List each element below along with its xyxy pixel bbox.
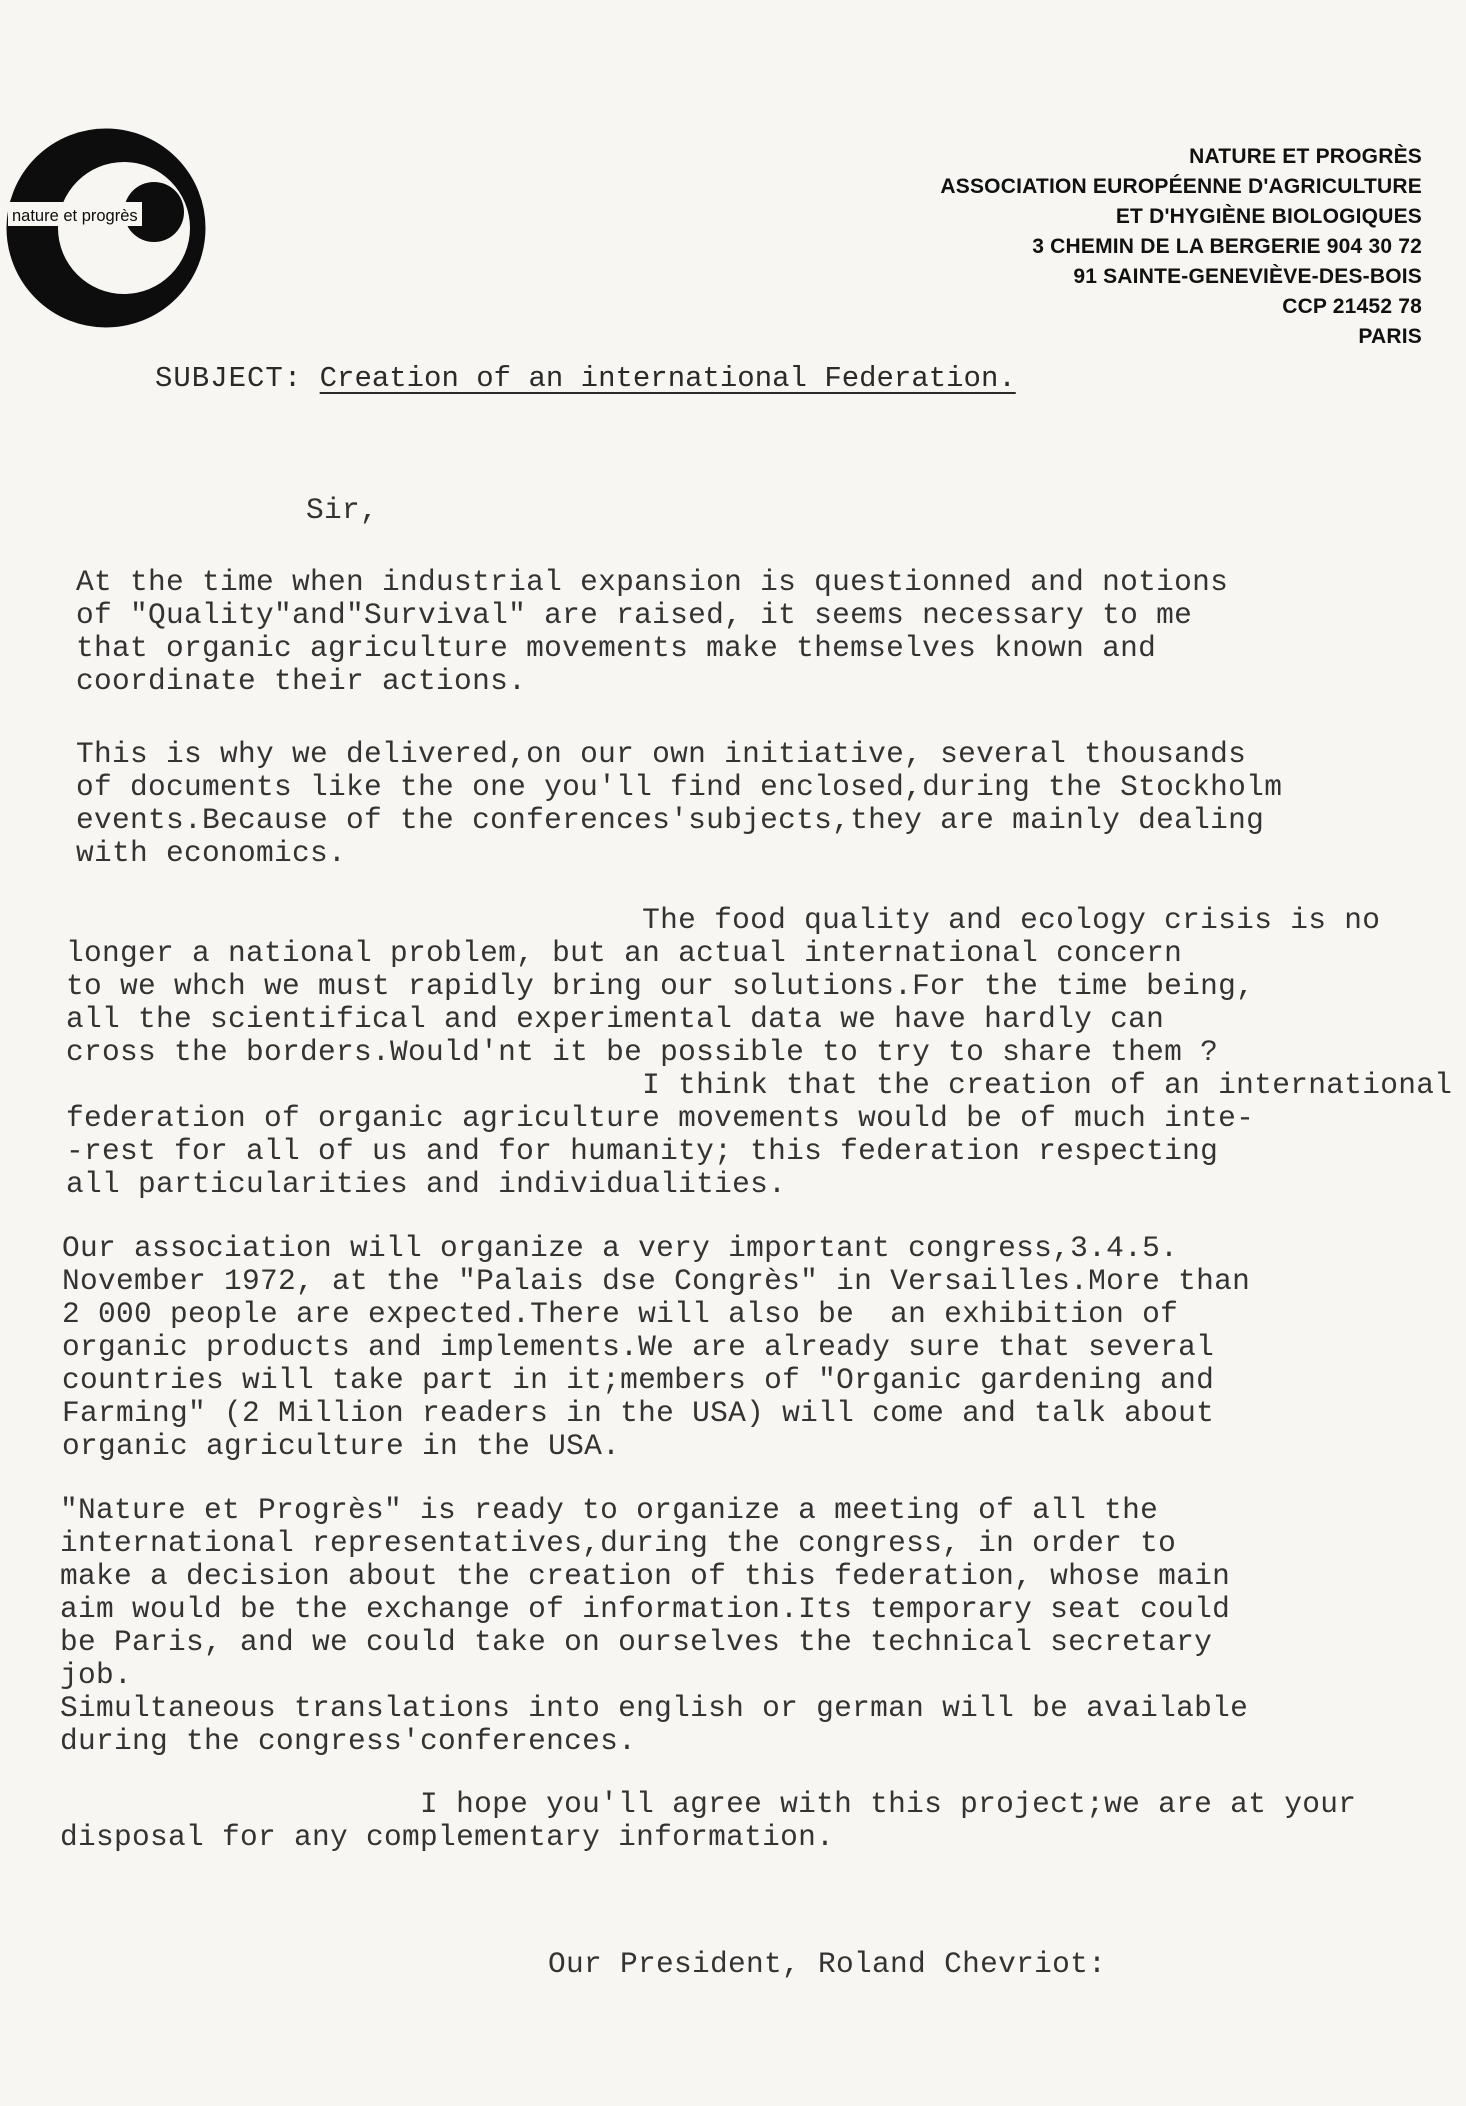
body-paragraph: "Nature et Progrès" is ready to organize a meeting of all the international representatives,during the congress, in order to make a decision about the creation of this federation, whose main aim would be the exchange of information.Its temporary seat could be Paris, and we could take on ourselves the technical secretary job. Simultaneous translations into english or german will be available during the congress'conferences. (60, 1493, 1249, 1758)
logo-mark-icon (6, 128, 206, 328)
letterhead-line: NATURE ET PROGRÈS (1189, 145, 1422, 168)
body-paragraph: This is why we delivered,on our own initiative, several thousands of documents like the one you'll find enclosed,during the Stockholm events.Because of the conferences'subjects,they are mainly dealing with economics. (76, 737, 1283, 870)
body-paragraph: Our association will organize a very important congress,3.4.5. November 1972, at the "Palais dse Congrès" in Versailles.More than 2 000 people are expected.There will also be an exhibition of organic products and implements.We are already sure that several countries will take part in it;members of "Organic gardening and Farming" (2 Million readers in the USA) will come and talk about organic agriculture in the USA. (62, 1231, 1251, 1463)
signature-line: Our President, Roland Chevriot: (548, 1947, 1107, 1981)
letterhead-line: ET D'HYGIÈNE BIOLOGIQUES (1115, 205, 1422, 228)
subject-label: SUBJECT: (155, 362, 303, 395)
letterhead-address (782, 142, 1422, 352)
body-paragraph: At the time when industrial expansion is questionned and notions of "Quality"and"Survival" are raised, it seems necessary to me that organic agriculture movements make themselves known and coordinate their actions. (76, 565, 1229, 698)
logo-wordmark: nature et progrès (12, 207, 138, 225)
letterhead-line: PARIS (1358, 325, 1422, 348)
letterhead-line: 3 CHEMIN DE LA BERGERIE 904 30 72 (1032, 235, 1422, 258)
body-paragraph: The food quality and ecology crisis is no longer a national problem, but an actual international concern to we whch we must rapidly bring our solutions.For the time being, all the scientifical and experimental data we have hardly can cross the borders.Would'nt it be possible to try to share them ? I think that the creation of an international federation of organic agriculture movements would be of much inte- -rest for all of us and for humanity; this federation respecting all particularities and individualities. (66, 903, 1453, 1201)
subject-line (155, 362, 1016, 395)
salutation: Sir, (306, 493, 379, 527)
subject-text: Creation of an international Federation. (319, 362, 1016, 395)
nature-et-progres-logo (6, 128, 206, 328)
letterhead-line: ASSOCIATION EUROPÉENNE D'AGRICULTURE (940, 175, 1422, 198)
letterhead-line: 91 SAINTE-GENEVIÈVE-DES-BOIS (1073, 265, 1422, 288)
body-paragraph: I hope you'll agree with this project;we are at your disposal for any complementary information. (60, 1787, 1357, 1854)
letterhead-line: CCP 21452 78 (1282, 295, 1422, 318)
